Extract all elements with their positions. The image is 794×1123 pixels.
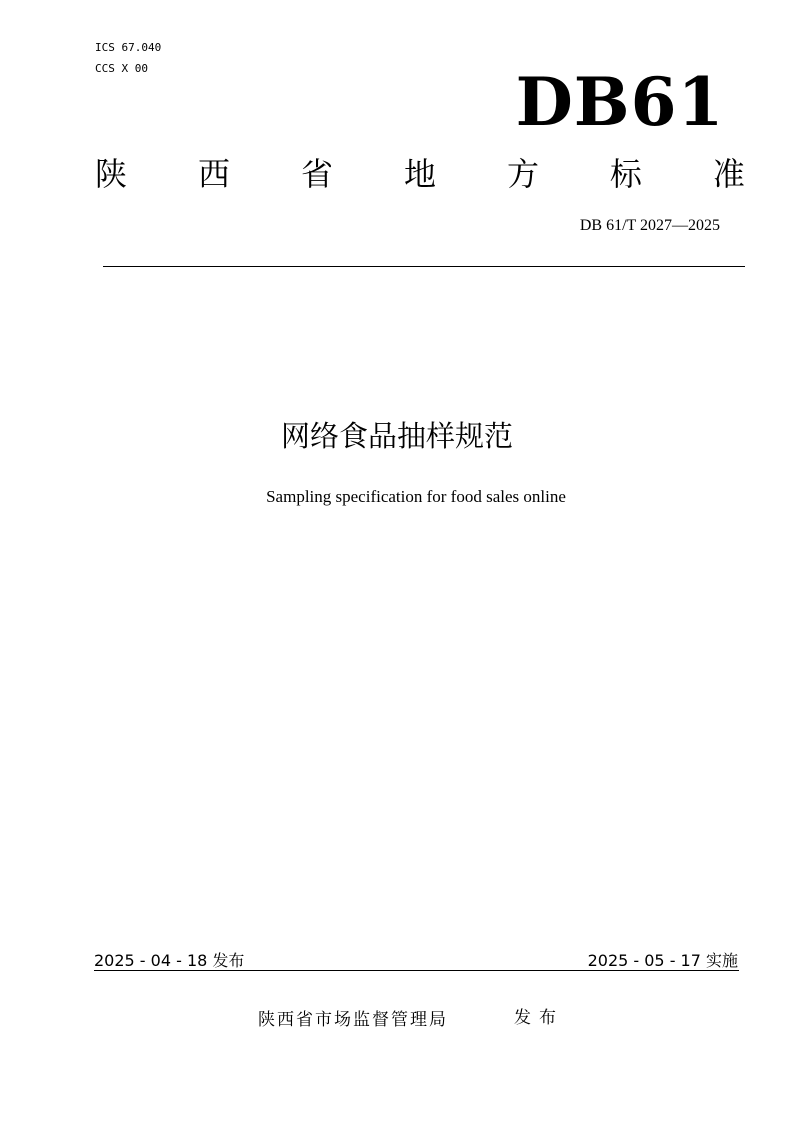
standard-number: DB 61/T 2027—2025 — [579, 217, 720, 234]
standard-type-char: 西 — [197, 155, 230, 193]
implementation-date: 2025 - 05 - 17 实施 — [587, 951, 738, 970]
standard-type-char: 地 — [403, 155, 436, 193]
standard-type-char: 准 — [712, 155, 745, 193]
issue-date: 2025 - 04 - 18 发布 — [94, 951, 245, 970]
header-divider — [103, 266, 745, 267]
standard-type-char: 陕 — [95, 155, 128, 193]
issuing-authority: 陕西省市场监督管理局 — [258, 1010, 448, 1030]
document-title-english: Sampling specification for food sales online — [266, 487, 566, 506]
ccs-code: CCS X 00 — [95, 62, 148, 75]
standard-type-char: 标 — [609, 155, 642, 193]
standard-type-char: 省 — [300, 155, 333, 193]
footer-divider — [94, 970, 739, 971]
standard-type-char: 方 — [506, 155, 539, 193]
document-title-chinese: 网络食品抽样规范 — [280, 419, 513, 453]
standard-logo: DB61 — [515, 63, 725, 141]
ics-code: ICS 67.040 — [95, 41, 162, 54]
standard-type-heading — [95, 154, 745, 194]
issue-label: 发布 — [514, 1008, 564, 1028]
